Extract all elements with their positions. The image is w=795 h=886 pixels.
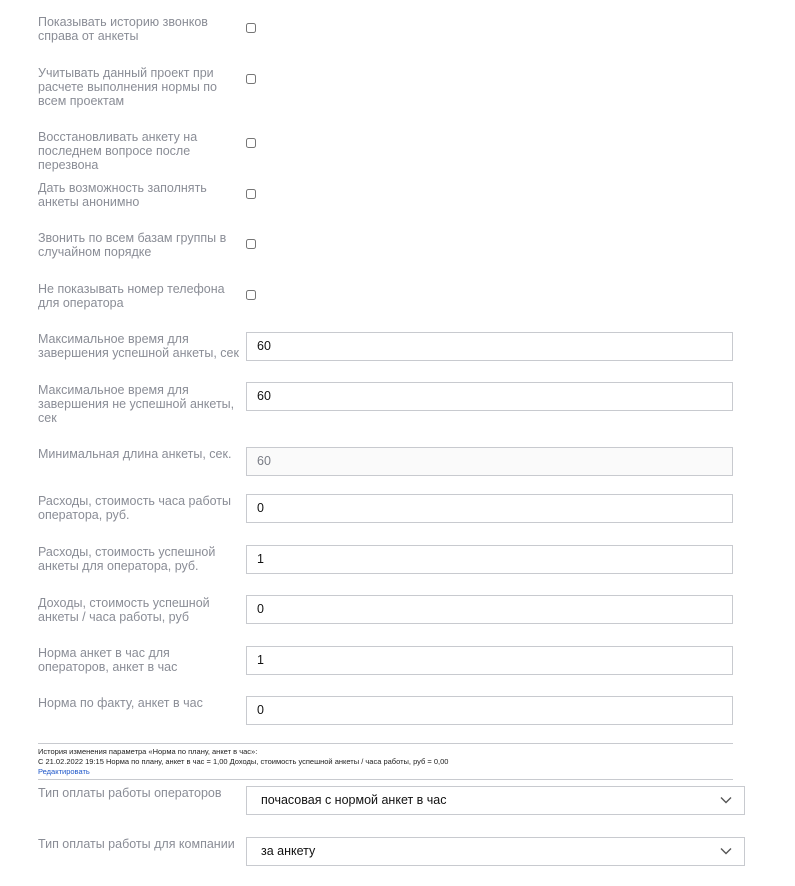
- call-history-checkbox[interactable]: [246, 23, 256, 33]
- field-label: Доходы, стоимость успешной анкеты / часа работы, руб: [38, 596, 210, 624]
- income-input[interactable]: 0: [246, 595, 733, 624]
- success-form-cost-input[interactable]: 1: [246, 545, 733, 574]
- anonymous-checkbox[interactable]: [246, 189, 256, 199]
- actual-norm-input[interactable]: 0: [246, 696, 733, 725]
- select-value: почасовая с нормой анкет в час: [261, 793, 447, 807]
- norm-all-projects-checkbox[interactable]: [246, 74, 256, 84]
- history-entry: С 21.02.2022 19:15 Норма по плану, анкет в час = 1,00 Доходы, стоимость успешной анкеты / часа работы, руб = 0,00: [38, 757, 449, 766]
- field-label: Норма по факту, анкет в час: [38, 696, 203, 710]
- checkbox-label: Показывать историю звонков справа от анкеты: [38, 15, 208, 43]
- hide-phone-checkbox[interactable]: [246, 290, 256, 300]
- select-value: за анкету: [261, 844, 316, 858]
- field-label: Максимальное время для завершения успешной анкеты, сек: [38, 332, 239, 360]
- min-length-input[interactable]: 60: [246, 447, 733, 476]
- restore-form-checkbox[interactable]: [246, 138, 256, 148]
- field-label: Норма анкет в час для операторов, анкет в час: [38, 646, 178, 674]
- company-payment-select[interactable]: [246, 837, 745, 866]
- checkbox-label: Учитывать данный проект при расчете выполнения нормы по всем проектам: [38, 66, 217, 108]
- max-time-fail-input[interactable]: 60: [246, 382, 733, 411]
- field-label: Минимальная длина анкеты, сек.: [38, 447, 232, 461]
- norm-history-panel: [38, 743, 733, 780]
- chevron-down-icon: [720, 846, 732, 856]
- checkbox-label: Звонить по всем базам группы в случайном порядке: [38, 231, 227, 259]
- operator-hour-cost-input[interactable]: 0: [246, 494, 733, 523]
- checkbox-label: Не показывать номер телефона для оператора: [38, 282, 225, 310]
- max-time-success-input[interactable]: 60: [246, 332, 733, 361]
- norm-per-hour-input[interactable]: 1: [246, 646, 733, 675]
- field-label: Расходы, стоимость успешной анкеты для оператора, руб.: [38, 545, 216, 573]
- select-label: Тип оплаты работы операторов: [38, 786, 222, 800]
- history-title: История изменения параметра «Норма по плану, анкет в час»:: [38, 747, 258, 756]
- select-label: Тип оплаты работы для компании: [38, 837, 235, 851]
- field-label: Расходы, стоимость часа работы оператора, руб.: [38, 494, 231, 522]
- history-edit-link[interactable]: Редактировать: [38, 767, 90, 776]
- random-order-checkbox[interactable]: [246, 239, 256, 249]
- field-label: Максимальное время для завершения не успешной анкеты, сек: [38, 383, 235, 425]
- checkbox-label: Дать возможность заполнять анкеты анонимно: [38, 181, 207, 209]
- chevron-down-icon: [720, 795, 732, 805]
- checkbox-label: Восстановливать анкету на последнем вопросе после перезвона: [38, 130, 198, 172]
- operator-payment-select[interactable]: [246, 786, 745, 815]
